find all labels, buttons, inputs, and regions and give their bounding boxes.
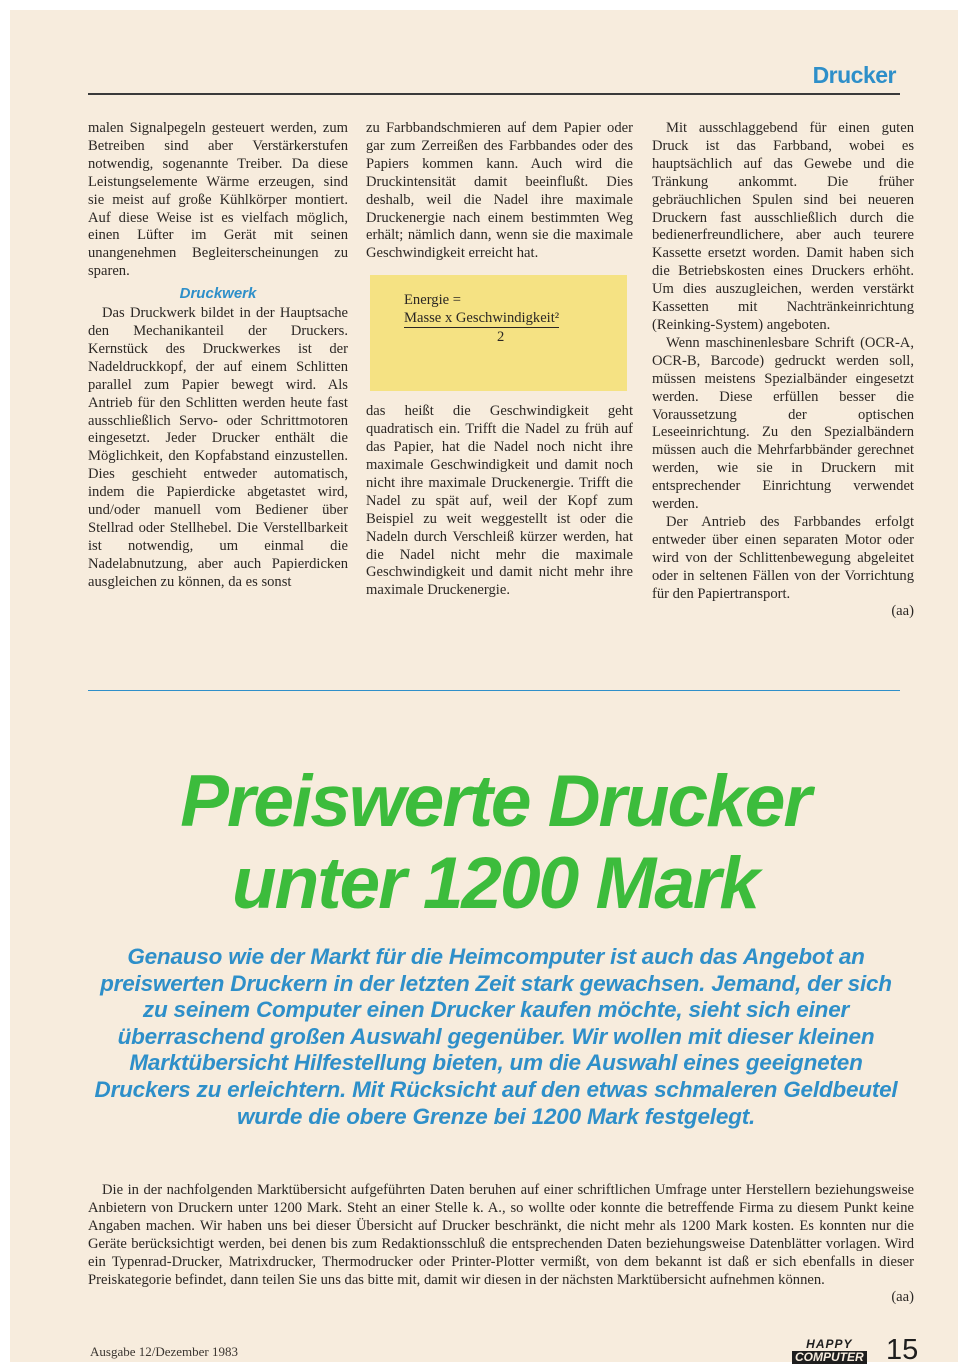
page-number: 15 (886, 1334, 919, 1366)
formula-line: Energie = (404, 292, 461, 309)
paragraph: das heißt die Geschwindigkeit geht quadratisch ein. Trifft die Nadel zu früh auf das Papier, hat die Nadel noch nicht ihre maximale Geschwindigkeit und damit noch nicht ihre maximale Druckenergie. Trifft die Nadel zu spät auf, weil der Kopf zum Beispiel zu weit weggestellt ist oder die Nadeln durch Verschleiß kürzer werden, hat die Nadel nicht mehr die maximale Geschwindigkeit und damit nicht mehr ihre maximale Druckenergie. (366, 403, 633, 599)
lead-paragraph: Genauso wie der Markt für die Heimcomputer ist auch das Angebot an preiswerten Druckern in der letzten Zeit stark gewachsen. Jemand, der sich zu seinem Computer einen Drucker kaufen möchte, sieht sich einer überraschend großen Auswahl gegenüber. Wir wollen mit dieser kleinen Marktübersicht Hilfestellung bieten, um die Auswahl eines geeigneten Druckers zu erleichtern. Mit Rücksicht auf den etwas schmaleren Geldbeutel wurde die obere Grenze bei 1200 Mark festgelegt. (94, 944, 898, 1129)
paragraph: Das Druckwerk bildet in der Hauptsache den Mechanikanteil der Druckers. Kernstück des Druckwerkes ist der Nadeldruckkopf, der auf einem Schlitten parallel zum Papier bewegt wird. Als Antrieb für den Schlitten werden heute fast ausschließlich Servo- oder Schrittmotoren eingesetzt. Jeder Drucker enthält die Möglichkeit, den Kopfabstand einzustellen. Dies geschieht entweder automatisch, indem die Papierdicke abgetastet wird, und/oder manuell vom Bediener über Stellrad oder Stellhebel. Die Verstellbarkeit ist notwendig, um einmal die Nadelabnutzung, aber auch Papierdicken ausgleichen zu können, da es sonst (88, 305, 348, 590)
paragraph: Die in der nachfolgenden Marktübersicht aufgeführten Daten beruhen auf einer schriftlichen Umfrage unter Herstellern beziehungsweise Anbietern von Druckern unter 1200 Mark. Steht an einer Stelle k. A., so wollte oder konnte die betreffende Firma zu diesem Punkt keine Angaben machen. Wir haben uns bei dieser Übersicht auf Drucker beschränkt, die nicht mehr als 1200 Mark kosten. Es konnten nur die Geräte berücksichtigt werden, bei denen bis zum Redaktionsschluß die entsprechenden Daten beziehungsweise Datenblätter vorlagen. Wird ein Typenrad-Drucker, Matrixdrucker, Thermodrucker oder Printer-Plotter vermißt, von dem bekannt ist daß er sich ebenfalls in dieser Preiskategorie befindet, dann teilen Sie uns das bitte mit, damit wir diesen in der nächsten Marktübersicht aufnehmen können. (88, 1182, 914, 1288)
author-initials: (aa) (891, 603, 914, 620)
column-1 (88, 120, 348, 592)
author-initials: (aa) (891, 1289, 914, 1306)
paragraph: Wenn maschinenlesbare Schrift (OCR-A, OCR-B, Barcode) gedruckt werden soll, müssen meistens Spezialbänder eingesetzt werden. Diese erfüllen besser die Voraussetzung der optischen Leseeinrichtung. Zu den Spezialbändern müssen auch die Mehrfarbbänder gerechnet werden, wie sie in Druckern mit entsprechender Einrichtung verwendet werden. (652, 334, 914, 513)
section-divider (88, 690, 900, 691)
issue-info: Ausgabe 12/Dezember 1983 (90, 1344, 239, 1359)
header-rule (88, 93, 900, 95)
section-label: Drucker (812, 62, 896, 88)
headline-line-2: unter 1200 Mark (232, 843, 758, 924)
headline-line-1: Preiswerte Drucker (180, 761, 810, 842)
formula-denominator: 2 (497, 329, 505, 346)
magazine-page (10, 10, 958, 1366)
formula-numerator: Masse x Geschwindigkeit² (404, 310, 560, 327)
logo-top-text: HAPPY (806, 1337, 853, 1351)
paragraph: zu Farbbandschmieren auf dem Papier oder gar zum Zerreißen des Farbbandes oder des Papiers kommen kann. Auch wird die Druckintensität damit beeinflußt. Dies deshalb, weil die Nadel ihre maximale Druckenergie nach einem bestimmten Weg erhält; nämlich dann, wenn sie die maximale Geschwindigkeit erreicht hat. (366, 120, 633, 262)
formula-box (370, 275, 627, 391)
magazine-logo (792, 1338, 867, 1364)
paragraph: malen Signalpegeln gesteuert werden, zum Betreiben sind aber Verstärkerstufen notwendig, sogenannte Treiber. Da diese Leistungselemente Wärme erzeugen, sind sie meist auf große Kühlkörper montiert. Auf diese Weise ist es vielfach möglich, einen Lüfter im Gerät mit seinen unangenehmen Begleiterscheinungen zu sparen. (88, 120, 348, 280)
column-2 (366, 120, 633, 600)
logo-bottom-text: COMPUTER (792, 1351, 867, 1364)
subheading: Druckwerk (179, 285, 257, 303)
column-3 (652, 120, 914, 621)
paragraph: Mit ausschlaggebend für einen guten Druck ist das Farbband, wobei es hauptsächlich auf das Gewebe und die Tränkung ankommt. Die früher gebräuchlichen Spulen sind bei neueren Druckern fast ausschließlich durch die bedienerfreundlichere, aber auch teurere Kassette ersetzt worden. Damit haben sich die Betriebskosten eines Druckers erhöht. Um dies auszugleichen, werden verstärkt Kassetten mit Nachtränkeinrichtung (Reinking-System) angeboten. (652, 120, 914, 333)
paragraph: Der Antrieb des Farbbandes erfolgt entweder über einen separaten Motor oder wird von der Schlittenbewegung abgeleitet oder in seltenen Fällen von der Vorrichtung für den Papiertransport. (652, 513, 914, 602)
article-intro (88, 1182, 914, 1307)
